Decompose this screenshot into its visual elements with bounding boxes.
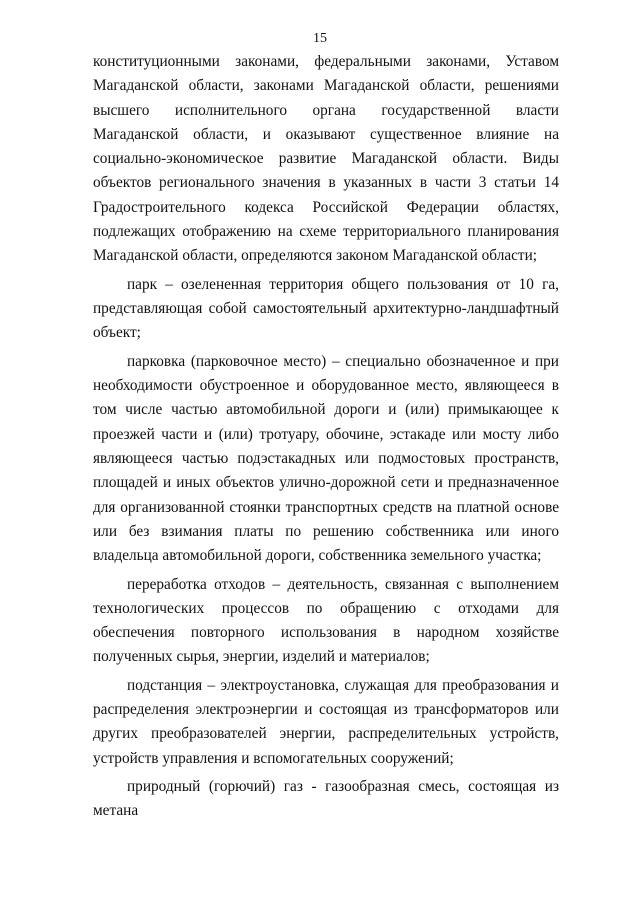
paragraph-natural-gas: природный (горючий) газ - газообразная смесь, состоящая из метана xyxy=(93,778,559,820)
paragraph-parking: парковка (парковочное место) – специально обозначенное и при необходимости обустроенное и оборудованное место, являющееся в том числе частью автомобильной дороги и (или) примыкающее к проезжей части и (или) тротуару, обочине, эстакаде или мосту либо являющееся частью подэстакадных или подмостовых пространств, площадей и иных объектов улично-дорожной сети и предназначенное для организованной стоянки транспортных средств на платной основе или без взимания платы по решению собственника или иного владельца автомобильной дороги, собственника земельного участка; xyxy=(93,352,559,565)
paragraph-park: парк – озелененная территория общего пользования от 10 га, представляющая собой самостоятельный архитектурно-ландшафтный объект; xyxy=(93,275,559,342)
paragraph-waste-processing: переработка отходов – деятельность, связанная с выполнением технологических процессов по обращению с отходами для обеспечения повторного использования в народном хозяйстве полученных сырья, энергии, изделий и материалов; xyxy=(93,575,559,666)
paragraph-substation: подстанция – электроустановка, служащая для преобразования и распределения электроэнергии и состоящая из трансформаторов или других преобразователей энергии, распределительных устройств, устройств управления и вспомогательных сооружений; xyxy=(93,676,559,767)
document-body xyxy=(93,50,559,828)
page-number: 15 xyxy=(313,31,327,46)
paragraph-continuation: конституционными законами, федеральными законами, Уставом Магаданской области, законами Магаданской области, решениями высшего исполнительного органа государственной власти Магаданской области, и оказывают существенное влияние на социально-экономическое развитие Магаданской области. Виды объектов регионального значения в указанных в части 3 статьи 14 Градостроительного кодекса Российской Федерации областях, подлежащих отображению на схеме территориального планирования Магаданской области, определяются законом Магаданской области; xyxy=(93,53,559,265)
